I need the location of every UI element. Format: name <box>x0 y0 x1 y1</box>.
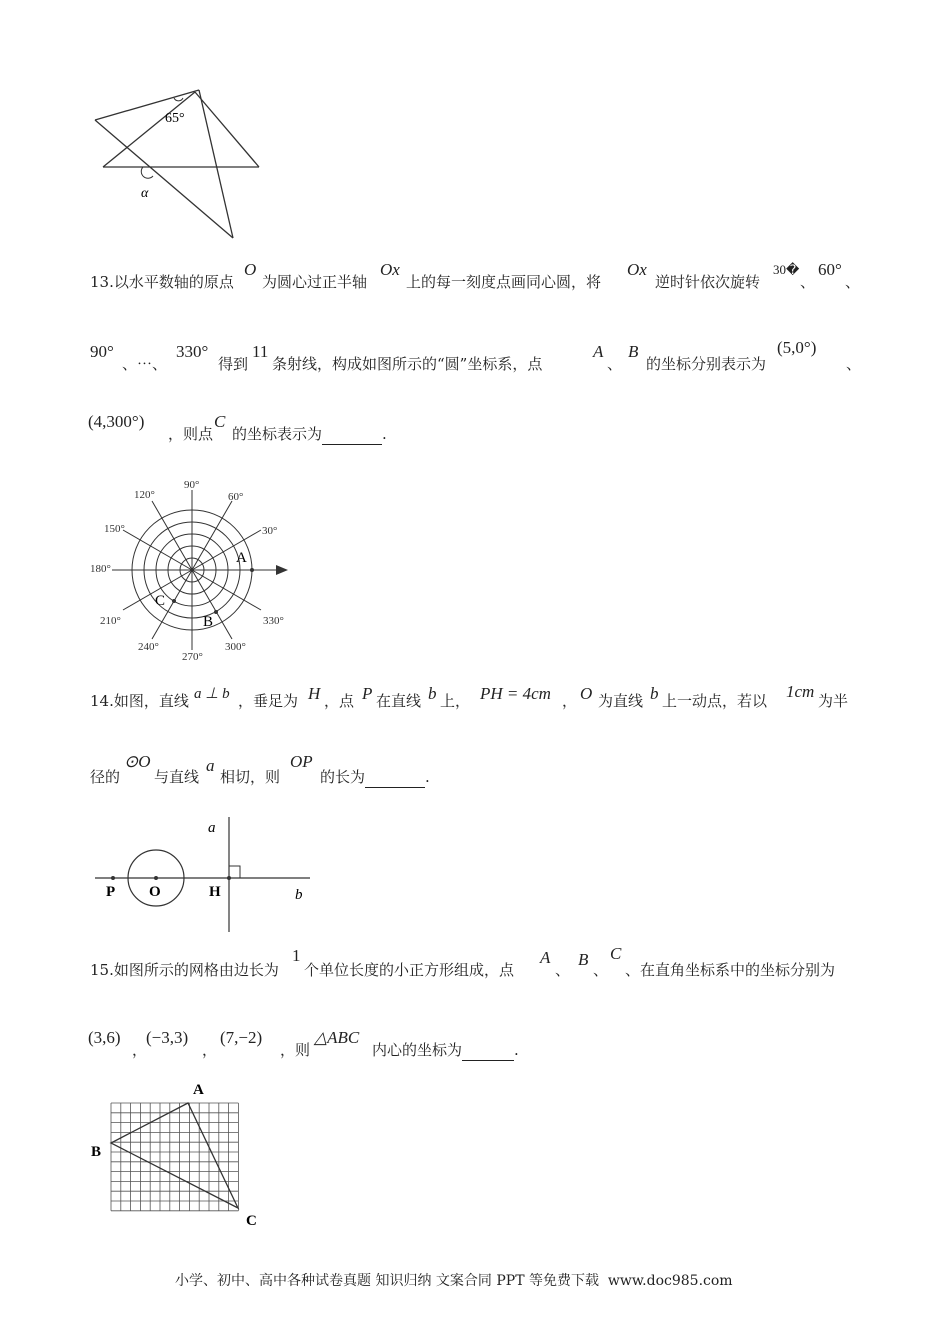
q13-coordA: (5,0°) <box>777 338 817 357</box>
q14-text11: 与直线 <box>154 768 200 786</box>
q13-a30: 30� <box>773 262 800 277</box>
q13-text3: 上的每一刻度点画同心圆，将 <box>406 273 602 291</box>
q14-b: b <box>428 684 437 703</box>
q14-text5: 上， <box>440 692 471 710</box>
q14-circO: ⊙O <box>124 752 151 771</box>
q13-angle-90: 90° <box>184 479 200 491</box>
q13-text8: 的坐标分别表示为 <box>646 355 767 373</box>
q13-C: C <box>214 412 226 431</box>
q14-fig-P: P <box>106 884 116 900</box>
q13-text10: 的坐标表示为 . <box>232 425 387 443</box>
q15-B: B <box>578 950 589 969</box>
page-footer <box>175 1270 733 1290</box>
q14-perp: a ⊥ b <box>194 686 230 702</box>
q13-text6: 得到 <box>218 355 249 373</box>
q13-point-B: B <box>203 614 214 630</box>
q13-angle-300: 300° <box>225 641 246 653</box>
q14-answer-blank <box>365 767 425 788</box>
q14-text4: 在直线 <box>376 692 422 710</box>
q15-text3: 、在直角坐标系中的坐标分别为 <box>625 961 836 979</box>
q13-angle-150: 150° <box>104 523 125 535</box>
q13-A: A <box>593 342 604 361</box>
q13-angle-120: 120° <box>134 489 155 501</box>
q14-line1: 14.如图，直线 <box>90 692 189 710</box>
q13-point-A: A <box>236 550 247 566</box>
q14-text12: 相切，则 <box>220 768 281 786</box>
footer-url[interactable]: www.doc985.com <box>607 1273 733 1289</box>
q15-c2: ， <box>202 1041 218 1059</box>
q14-text2: ，垂足为 <box>238 692 299 710</box>
q15-fig-A: A <box>193 1082 204 1098</box>
q15-fig-C: C <box>246 1213 257 1229</box>
q13-figure <box>88 472 298 667</box>
q13-sep3: 、 <box>607 355 623 373</box>
q13-Ox2: Ox <box>627 260 647 279</box>
q15-fig-B: B <box>91 1144 102 1160</box>
q14-a: a <box>206 756 215 775</box>
q15-line1: 15.如图所示的网格由边长为 <box>90 961 279 979</box>
q13-text5: 、⋯、 <box>122 355 168 373</box>
q15-A: A <box>540 948 551 967</box>
q14-PH: PH = 4cm <box>480 684 551 703</box>
q14-text13: 的长为 . <box>320 768 430 786</box>
q13-angle-240: 240° <box>138 641 159 653</box>
q15-cB: (−3,3) <box>146 1028 189 1047</box>
q12-alpha-label: α <box>141 186 149 201</box>
q13-O: O <box>244 260 257 279</box>
q13-a330: 330° <box>176 342 209 361</box>
q14-OP: OP <box>290 752 313 771</box>
q15-c1: ， <box>132 1041 148 1059</box>
q14-O: O <box>580 684 593 703</box>
q13-B: B <box>628 342 639 361</box>
q14-fig-O: O <box>149 884 161 900</box>
q13-n11: 11 <box>252 342 269 361</box>
q13-text9: ，则点 <box>168 425 214 443</box>
q12-angle-label: 65° <box>165 111 185 126</box>
q13-a60: 60° <box>818 260 842 279</box>
q14-r: 1cm <box>786 682 815 701</box>
q13-text7: 条射线，构成如图所示的“圆”坐标系，点 <box>272 355 543 373</box>
q13-sep1: 、 <box>800 273 816 291</box>
q13-answer-blank <box>322 424 382 445</box>
footer-text: 小学、初中、高中各种试卷真题 知识归纳 文案合同 PPT 等免费下载 <box>175 1273 599 1289</box>
q13-point-C: C <box>155 593 166 609</box>
q15-text2: 个单位长度的小正方形组成，点 <box>304 961 515 979</box>
q13-text4: 逆时针依次旋转 <box>655 273 761 291</box>
q14-fig-a: a <box>208 820 216 836</box>
q14-text10: 径的 <box>90 768 121 786</box>
q15-cC: (7,−2) <box>220 1028 263 1047</box>
q14-text9: 为半 <box>818 692 849 710</box>
q13-angle-270: 270° <box>182 651 203 663</box>
q15-answer-blank <box>462 1040 514 1061</box>
q13-text2: 为圆心过正半轴 <box>262 273 368 291</box>
q14-H: H <box>308 684 321 703</box>
q15-text4: ，则 <box>280 1041 311 1059</box>
q14-P: P <box>362 684 373 703</box>
q14-figure <box>95 812 325 937</box>
q15-text5: 内心的坐标为 . <box>372 1041 519 1059</box>
q13-sep2: 、 <box>845 273 861 291</box>
q13-angle-30: 30° <box>262 525 278 537</box>
q13-angle-330: 330° <box>263 615 284 627</box>
q15-cA: (3,6) <box>88 1028 121 1047</box>
q14-b2: b <box>650 684 659 703</box>
q13-line1: 13.以水平数轴的原点 <box>90 273 234 291</box>
q14-fig-H: H <box>209 884 221 900</box>
q13-Ox: Ox <box>380 260 400 279</box>
q15-one: 1 <box>292 946 301 965</box>
q13-sep4: 、 <box>846 355 862 373</box>
q15-figure <box>88 1078 268 1233</box>
q12-figure <box>85 80 275 250</box>
q13-angle-60: 60° <box>228 491 244 503</box>
q15-tri: △ABC <box>314 1028 360 1047</box>
q13-coordB: (4,300°) <box>88 412 145 431</box>
q15-C: C <box>610 944 622 963</box>
q15-s2: 、 <box>593 961 609 979</box>
q14-text3: ，点 <box>324 692 355 710</box>
q15-s1: 、 <box>555 961 571 979</box>
q14-text8: 上一动点，若以 <box>662 692 768 710</box>
q13-angle-180: 180° <box>90 563 111 575</box>
q14-text6: ， <box>562 692 578 710</box>
q13-a90: 90° <box>90 342 114 361</box>
q13-angle-210: 210° <box>100 615 121 627</box>
q14-text7: 为直线 <box>598 692 644 710</box>
q14-fig-b: b <box>295 887 303 903</box>
